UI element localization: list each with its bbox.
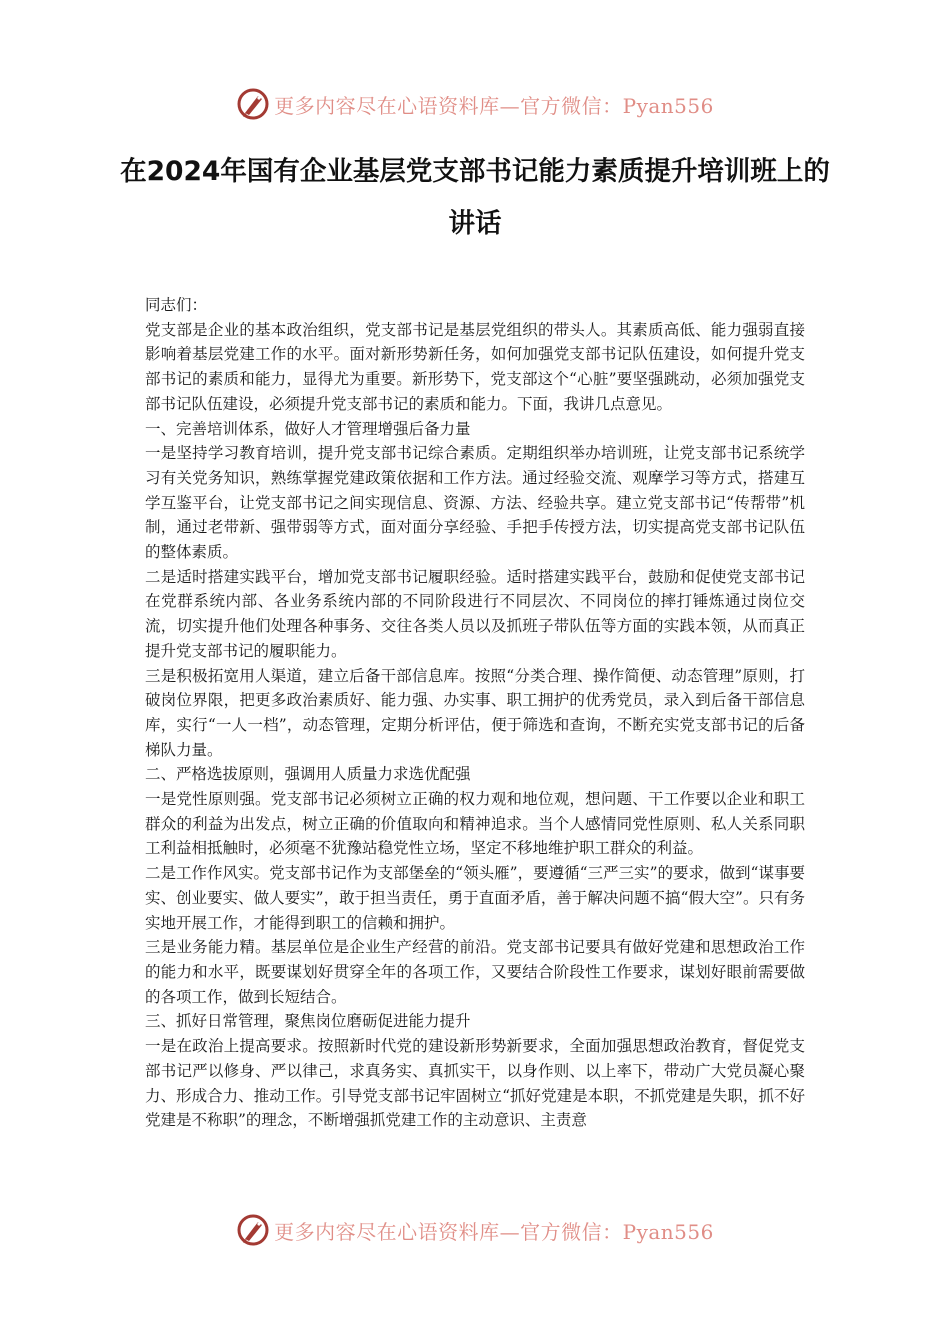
intro-paragraph: 党支部是企业的基本政治组织，党支部书记是基层党组织的带头人。其素质高低、能力强弱直接影响着基层党建工作的水平。面对新形势新任务，如何加强党支部书记队伍建设，如何提升党支部书记的素质和能力，显得尤为重要。新形势下，党支部这个“心脏”要坚强跳动，必须加强党支部书记队伍建设，必须提升党支部书记的素质和能力。下面，我讲几点意见。 (145, 320, 805, 413)
header-banner (0, 84, 950, 124)
pen-nib-logo-icon (236, 1213, 270, 1247)
header-banner-text: 更多内容尽在心语资料库—官方微信：Pyan556 (274, 93, 714, 118)
footer-banner-text: 更多内容尽在心语资料库—官方微信：Pyan556 (274, 1219, 714, 1244)
body-paragraph: 一是在政治上提高要求。按照新时代党的建设新形势新要求，全面加强思想政治教育，督促党支部书记严以修身、严以律己，求真务实、真抓实干，以身作则、以上率下，带动广大党员凝心聚力、形成合力、推动工作。引导党支部书记牢固树立“抓好党建是本职，不抓党建是失职，抓不好党建是不称职”的理念，不断增强抓党建工作的主动意识、主责意 (145, 1037, 805, 1130)
body-paragraph: 一是党性原则强。党支部书记必须树立正确的权力观和地位观，想问题、干工作要以企业和职工群众的利益为出发点，树立正确的价值取向和精神追求。当个人感情同党性原则、私人关系同职工利益相抵触时，必须毫不犹豫站稳党性立场，坚定不移地维护职工群众的利益。 (145, 790, 805, 858)
body-paragraph: 三是业务能力精。基层单位是企业生产经营的前沿。党支部书记要具有做好党建和思想政治工作的能力和水平，既要谋划好贯穿全年的各项工作，又要结合阶段性工作要求，谋划好眼前需要做的各项工作，做到长短结合。 (145, 938, 805, 1006)
section-heading-1: 一、完善培训体系，做好人才管理增强后备力量 (145, 419, 471, 438)
body-paragraph: 一是坚持学习教育培训，提升党支部书记综合素质。定期组织举办培训班，让党支部书记系统学习有关党务知识，熟练掌握党建政策依据和工作方法。通过经验交流、观摩学习等方式，搭建互学互鉴平台，让党支部书记之间实现信息、资源、方法、经验共享。建立党支部书记“传帮带”机制，通过老带新、强带弱等方式，面对面分享经验、手把手传授方法，切实提高党支部书记队伍的整体素质。 (145, 444, 805, 562)
document-title: 在2024年国有企业基层党支部书记能力素质提升培训班上的讲话 (120, 156, 830, 239)
footer-banner (0, 1210, 950, 1250)
body-paragraph: 二是适时搭建实践平台，增加党支部书记履职经验。适时搭建实践平台，鼓励和促使党支部书记在党群系统内部、各业务系统内部的不同阶段进行不同层次、不同岗位的摔打锤炼通过岗位交流，切实提升他们处理各种事务、交往各类人员以及抓班子带队伍等方面的实践本领，从而真正提升党支部书记的履职能力。 (145, 567, 805, 660)
body-paragraph: 三是积极拓宽用人渠道，建立后备干部信息库。按照“分类合理、操作简便、动态管理”原则，打破岗位界限，把更多政治素质好、能力强、办实事、职工拥护的优秀党员，录入到后备干部信息库，实行“一人一档”，动态管理，定期分析评估，便于筛选和查询，不断充实党支部书记的后备梯队力量。 (145, 666, 805, 759)
pen-nib-logo-icon (236, 87, 270, 121)
section-heading-3: 三、抓好日常管理，聚焦岗位磨砺促进能力提升 (145, 1012, 471, 1031)
body-paragraph: 二是工作作风实。党支部书记作为支部堡垒的“领头雁”，要遵循“三严三实”的要求，做到“谋事要实、创业要实、做人要实”，敢于担当责任，勇于直面矛盾，善于解决问题不搞“假大空”。只有务实地开展工作，才能得到职工的信赖和拥护。 (145, 864, 805, 932)
salutation: 同志们： (145, 296, 208, 314)
document-body (145, 293, 805, 1130)
section-heading-2: 二、严格选拔原则，强调用人质量力求选优配强 (145, 765, 471, 784)
